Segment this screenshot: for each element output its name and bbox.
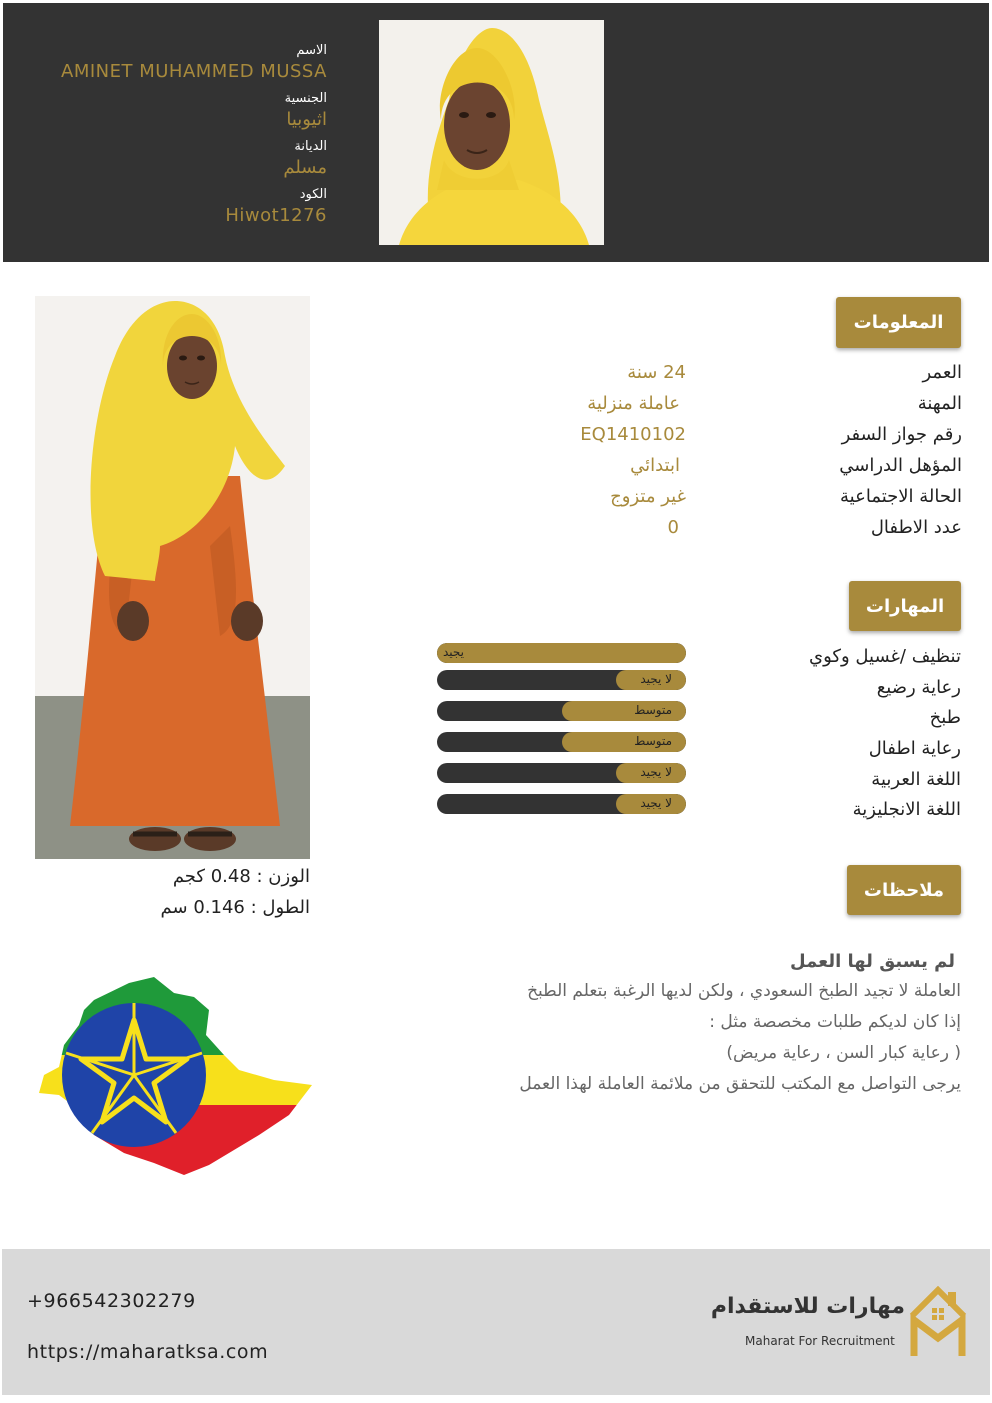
age-label: العمر [922,362,962,383]
skill-level-bar [437,763,686,783]
info-row-profession [560,393,962,424]
skill-label: اللغة الانجليزية [852,799,961,820]
skill-label: تنظيف /غسيل وكوي [809,646,961,667]
skills-section-title: المهارات [849,581,961,631]
religion-label: الديانة [294,139,327,154]
info-row-education [560,455,962,486]
phone-number: +966542302279 [27,1290,196,1312]
info-row-age [560,362,962,393]
info-row-marital [560,486,962,517]
skill-level-bar [437,643,686,663]
education-label: المؤهل الدراسي [839,455,962,476]
skill-level-fill [437,643,686,663]
skill-label: رعاية رضيع [876,677,961,698]
skill-level-text: متوسط [634,703,672,717]
house-logo-icon [908,1286,968,1358]
skill-label: اللغة العربية [871,769,961,790]
notes-line: ( رعاية كبار السن ، رعاية مريض) [726,1043,961,1063]
height-text: الطول : 0.146 سم [160,897,310,918]
notes-section-title: ملاحظات [847,865,961,915]
marital-value: غير متزوج [610,486,686,507]
marital-label: الحالة الاجتماعية [840,486,962,507]
skill-level-bar [437,794,686,814]
portrait-photo [379,20,604,245]
full-body-photo [35,296,310,859]
skill-level-text: متوسط [634,734,672,748]
footer [2,1249,990,1395]
skill-level-bar [437,670,686,690]
religion-value: مسلم [283,157,327,178]
notes-body [401,948,961,1100]
name-label: الاسم [296,43,327,58]
passport-value: EQ1410102 [580,424,686,445]
children-label: عدد الاطفال [870,517,962,538]
nationality-value: اثيوبيا [286,109,327,130]
profession-label: المهنة [917,393,962,414]
header-info [27,39,327,235]
skill-level-bar [437,701,686,721]
profile-header [3,3,989,262]
notes-line: يرجى التواصل مع المكتب للتحقق من ملائمة العاملة لهذا العمل [519,1074,961,1094]
skill-label: رعاية اطفال [868,738,961,759]
info-row-passport [560,424,962,455]
skill-level-text: لا يجيد [640,765,672,779]
age-value: 24 سنة [627,362,686,383]
weight-text: الوزن : 0.48 كجم [172,866,310,887]
children-value: 0 [667,517,679,538]
info-row-children [560,517,962,548]
info-section-title: المعلومات [836,297,961,348]
education-value: ابتدائي [630,455,680,476]
skill-level-text: لا يجيد [640,672,672,686]
code-value: Hiwot1276 [225,205,327,226]
website-link[interactable]: https://maharatksa.com [27,1341,269,1363]
skill-level-text: لا يجيد [640,796,672,810]
ethiopia-flag-map [34,975,312,1177]
passport-label: رقم جواز السفر [841,424,962,445]
notes-heading: لم يسبق لها العمل [790,951,955,972]
logo-arabic: مهارات للاستقدام [710,1294,905,1319]
logo-english: Maharat For Recruitment [745,1334,895,1348]
notes-line: العاملة لا تجيد الطبخ السعودي ، ولكن لديها الرغبة بتعلم الطبخ [527,981,961,1001]
skill-label: طبخ [929,707,961,728]
company-logo [710,1286,968,1358]
name-value: AMINET MUHAMMED MUSSA [61,61,327,82]
skill-level-bar [437,732,686,752]
profession-value: عاملة منزلية [587,393,680,414]
code-label: الكود [299,187,327,202]
nationality-label: الجنسية [284,91,327,106]
skill-level-text: يجيد [443,645,465,659]
notes-line: إذا كان لديكم طلبات مخصصة مثل : [709,1012,961,1032]
